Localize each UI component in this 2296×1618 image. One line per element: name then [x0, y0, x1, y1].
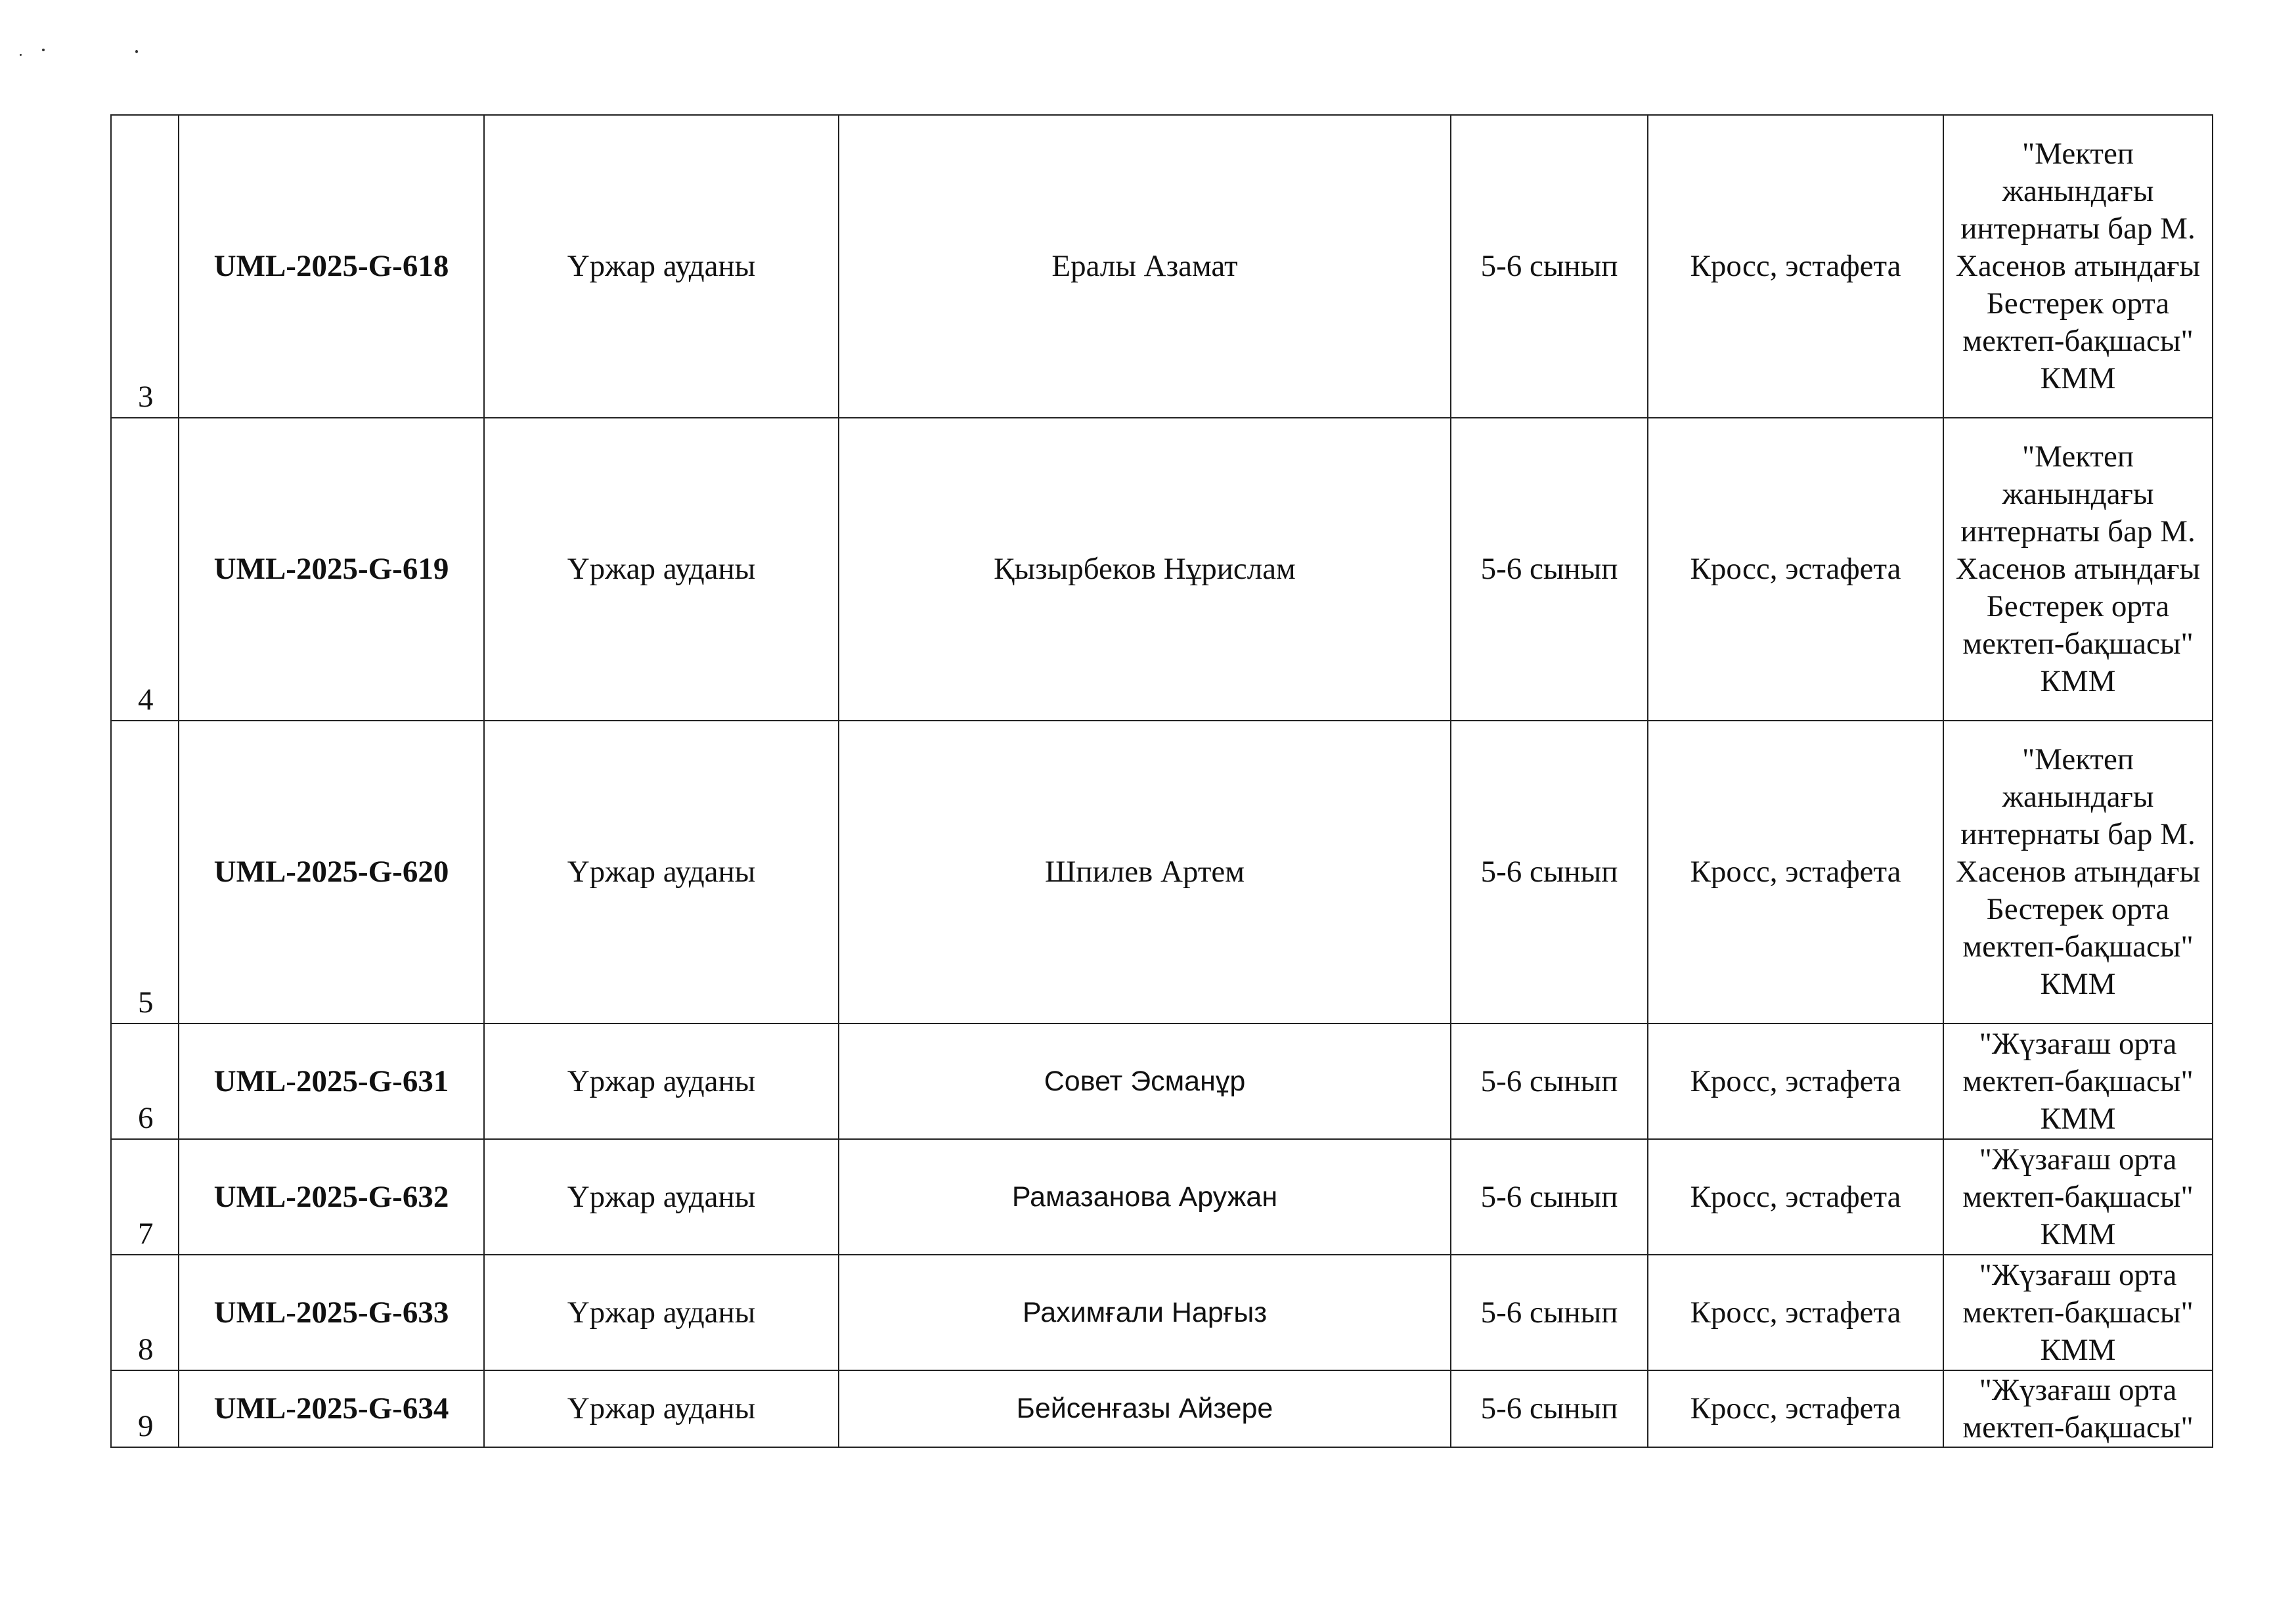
scan-speck: [42, 49, 45, 51]
district-cell: Үржар ауданы: [484, 1139, 839, 1255]
school-cell: "Жүзағаш орта мектеп-бақшасы" КММ: [1943, 1255, 2213, 1370]
event-cell: Кросс, эстафета: [1648, 115, 1943, 418]
school-cell: "Мектеп жанындағы интернаты бар М. Хасенов атындағы Бестерек орта мектеп-бақшасы" КММ: [1943, 418, 2213, 721]
row-number: 6: [111, 1023, 179, 1139]
participant-code: UML-2025-G-619: [179, 418, 484, 721]
table-row: [111, 1023, 2213, 1139]
participant-code: UML-2025-G-633: [179, 1255, 484, 1370]
grade-cell: 5-6 сынып: [1451, 115, 1648, 418]
district-cell: Үржар ауданы: [484, 1370, 839, 1447]
row-number: 5: [111, 721, 179, 1023]
event-cell: Кросс, эстафета: [1648, 1370, 1943, 1447]
participant-name: Рамазанова Аружан: [839, 1139, 1451, 1255]
participant-name: Шпилев Артем: [839, 721, 1451, 1023]
participant-name: Қызырбеков Нұрислам: [839, 418, 1451, 721]
participant-code: UML-2025-G-634: [179, 1370, 484, 1447]
grade-cell: 5-6 сынып: [1451, 1139, 1648, 1255]
grade-cell: 5-6 сынып: [1451, 1023, 1648, 1139]
participant-name: Ералы Азамат: [839, 115, 1451, 418]
participant-code: UML-2025-G-632: [179, 1139, 484, 1255]
grade-cell: 5-6 сынып: [1451, 418, 1648, 721]
district-cell: Үржар ауданы: [484, 721, 839, 1023]
event-cell: Кросс, эстафета: [1648, 418, 1943, 721]
row-number: 9: [111, 1370, 179, 1447]
school-cell: "Жүзағаш орта мектеп-бақшасы": [1943, 1370, 2213, 1447]
table-row: [111, 1139, 2213, 1255]
event-cell: Кросс, эстафета: [1648, 1255, 1943, 1370]
row-number: 3: [111, 115, 179, 418]
grade-cell: 5-6 сынып: [1451, 721, 1648, 1023]
participant-code: UML-2025-G-618: [179, 115, 484, 418]
participant-code: UML-2025-G-620: [179, 721, 484, 1023]
scan-speck: [135, 50, 138, 53]
school-cell: "Мектеп жанындағы интернаты бар М. Хасенов атындағы Бестерек орта мектеп-бақшасы" КММ: [1943, 115, 2213, 418]
grade-cell: 5-6 сынып: [1451, 1370, 1648, 1447]
scan-speck: [20, 54, 22, 56]
school-cell: "Жүзағаш орта мектеп-бақшасы" КММ: [1943, 1023, 2213, 1139]
row-number: 7: [111, 1139, 179, 1255]
table-row: [111, 115, 2213, 418]
participant-name: Бейсенғазы Айзере: [839, 1370, 1451, 1447]
district-cell: Үржар ауданы: [484, 1023, 839, 1139]
table-row: [111, 1255, 2213, 1370]
school-cell: "Жүзағаш орта мектеп-бақшасы" КММ: [1943, 1139, 2213, 1255]
district-cell: Үржар ауданы: [484, 115, 839, 418]
event-cell: Кросс, эстафета: [1648, 1139, 1943, 1255]
grade-cell: 5-6 сынып: [1451, 1255, 1648, 1370]
row-number: 8: [111, 1255, 179, 1370]
participants-table: [110, 114, 2213, 1448]
table-row: [111, 721, 2213, 1023]
scan-specks: [20, 39, 151, 66]
table-row: [111, 418, 2213, 721]
participant-name: Совет Эсманұр: [839, 1023, 1451, 1139]
event-cell: Кросс, эстафета: [1648, 1023, 1943, 1139]
district-cell: Үржар ауданы: [484, 1255, 839, 1370]
row-number: 4: [111, 418, 179, 721]
district-cell: Үржар ауданы: [484, 418, 839, 721]
table-row: [111, 1370, 2213, 1447]
participant-name: Рахимғали Нарғыз: [839, 1255, 1451, 1370]
participant-code: UML-2025-G-631: [179, 1023, 484, 1139]
event-cell: Кросс, эстафета: [1648, 721, 1943, 1023]
school-cell: "Мектеп жанындағы интернаты бар М. Хасенов атындағы Бестерек орта мектеп-бақшасы" КММ: [1943, 721, 2213, 1023]
